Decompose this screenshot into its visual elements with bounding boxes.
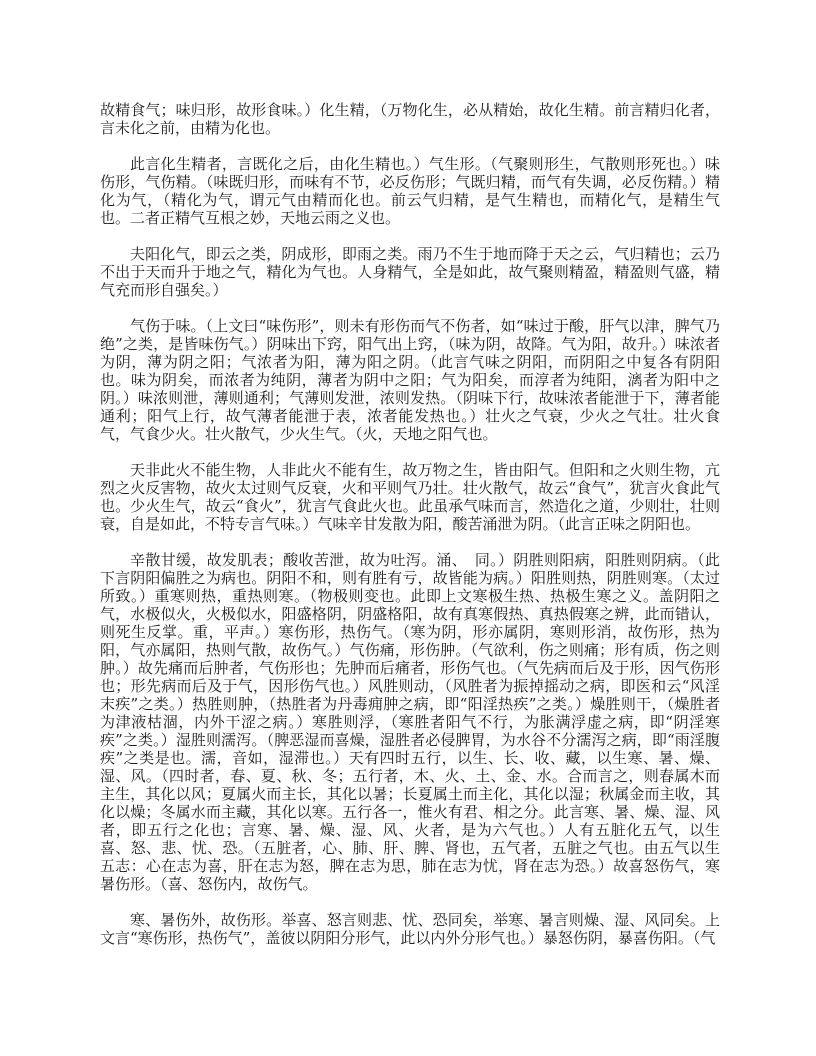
paragraph: 寒、暑伤外，故伤形。举喜、怒言则悲、忧、恐同矣，举寒、暑言则燥、湿、风同矣。上文言“寒伤形，热伤气”，盖彼以阴阳分形气，此以内外分形气也。）暴怒伤阴，暴喜伤阳。（气 bbox=[100, 911, 720, 947]
paragraph: 气伤于味。（上文曰“味伤形”，则未有形伤而气不伤者，如“味过于酸，肝气以津，脾气乃绝”之类，是皆味伤气。）阴味出下窍，阳气出上窍，（味为阴，故降。气为阳，故升。）味浓者为阴，薄为阴之阳；气浓者为阳，薄为阳之阴。（此言气味之阴阳，而阴阳之中复各有阴阳也。味为阴矣，而浓者为纯阴，薄者为阴中之阳；气为阳矣，而淳者为纯阳，漓者为阳中之阴。）味浓则泄，薄则通利；气薄则发泄，浓则发热。（阴味下行，故味浓者能泄于下，薄者能通利；阳气上行，故气薄者能泄于表，浓者能发热也。）壮火之气衰，少火之气壮。壮火食气，气食少火。壮火散气，少火生气。（火，天地之阳气也。 bbox=[100, 317, 720, 443]
paragraph: 故精食气；味归形，故形食味。）化生精，（万物化生，必从精始，故化生精。前言精归化者，言未化之前，由精为化也。 bbox=[100, 101, 720, 137]
paragraph: 天非此火不能生物，人非此火不能有生，故万物之生，皆由阳气。但阳和之火则生物，亢烈之火反害物，故火太过则气反衰，火和平则气乃壮。壮火散气，故云“食气”，犹言火食此气也。少火生气，故云“食火”，犹言气食此火也。此虽承气味而言，然造化之道，少则壮，壮则衰，自是如此，不特专言气味。）气味辛甘发散为阳，酸苦涌泄为阴。（此言正味之阴阳也。 bbox=[100, 461, 720, 533]
paragraph: 此言化生精者，言既化之后，由化生精也。）气生形。（气聚则形生，气散则形死也。）味伤形，气伤精。（味既归形，而味有不节，必反伤形；气既归精，而气有失调，必反伤精。）精化为气，（精化为气，谓元气由精而化也。前云气归精，是气生精也，而精化气，是精生气也。二者正精气互根之妙，天地云雨之义也。 bbox=[100, 155, 720, 227]
paragraph: 辛散甘缓，故发肌表；酸收苦泄，故为吐泻。涌、 同。）阴胜则阳病，阳胜则阴病。（此下言阴阳偏胜之为病也。阴阳不和，则有胜有亏，故皆能为病。）阳胜则热，阴胜则寒。（太过所致。）重寒则热，重热则寒。（物极则变也。此即上文寒极生热、热极生寒之义。盖阴阳之气，水极似火，火极似水，阳盛格阴，阴盛格阳，故有真寒假热、真热假寒之辨，此而错认，则死生反掌。重，平声。）寒伤形，热伤气。（寒为阴，形亦属阴，寒则形消，故伤形，热为阳，气亦属阳，热则气散，故伤气。）气伤痛，形伤肿。（气欲利，伤之则痛；形有质，伤之则肿。）故先痛而后肿者，气伤形也；先肿而后痛者，形伤气也。（气先病而后及于形，因气伤形也；形先病而后及于气，因形伤气也。）风胜则动，（风胜者为振掉摇动之病，即医和云“风淫末疾”之类。）热胜则肿，（热胜者为丹毒痈肿之病，即“阳淫热疾”之类。）燥胜则干，（燥胜者为津液枯涸，内外干涩之病。）寒胜则浮，（寒胜者阳气不行，为胀满浮虚之病，即“阴淫寒疾”之类。）湿胜则濡泻。（脾恶湿而喜燥，湿胜者必侵脾胃，为水谷不分濡泻之病，即“雨淫腹疾”之类是也。濡，音如，湿滞也。）天有四时五行，以生、长、收、藏，以生寒、暑、燥、湿、风。（四时者，春、夏、秋、冬；五行者，木、火、土、金、水。合而言之，则春属木而主生，其化以风；夏属火而主长，其化以暑；长夏属土而主化，其化以湿；秋属金而主收，其化以燥；冬属水而主藏，其化以寒。五行各一，惟火有君、相之分。此言寒、暑、燥、湿、风者，即五行之化也；言寒、暑、燥、湿、风、火者，是为六气也。）人有五脏化五气，以生喜、怒、悲、忧、恐。（五脏者，心、肺、肝、脾、肾也，五气者，五脏之气也。由五气以生五志：心在志为喜，肝在志为怒，脾在志为思，肺在志为忧，肾在志为恐。）故喜怒伤气，寒暑伤形。（喜、怒伤内，故伤气。 bbox=[100, 551, 720, 893]
document-text-block bbox=[100, 101, 720, 947]
paragraph: 夫阳化气，即云之类，阴成形，即雨之类。雨乃不生于地而降于天之云，气归精也；云乃不出于天而升于地之气，精化为气也。人身精气，全是如此，故气聚则精盈，精盈则气盛，精气充而形自强矣。） bbox=[100, 245, 720, 299]
